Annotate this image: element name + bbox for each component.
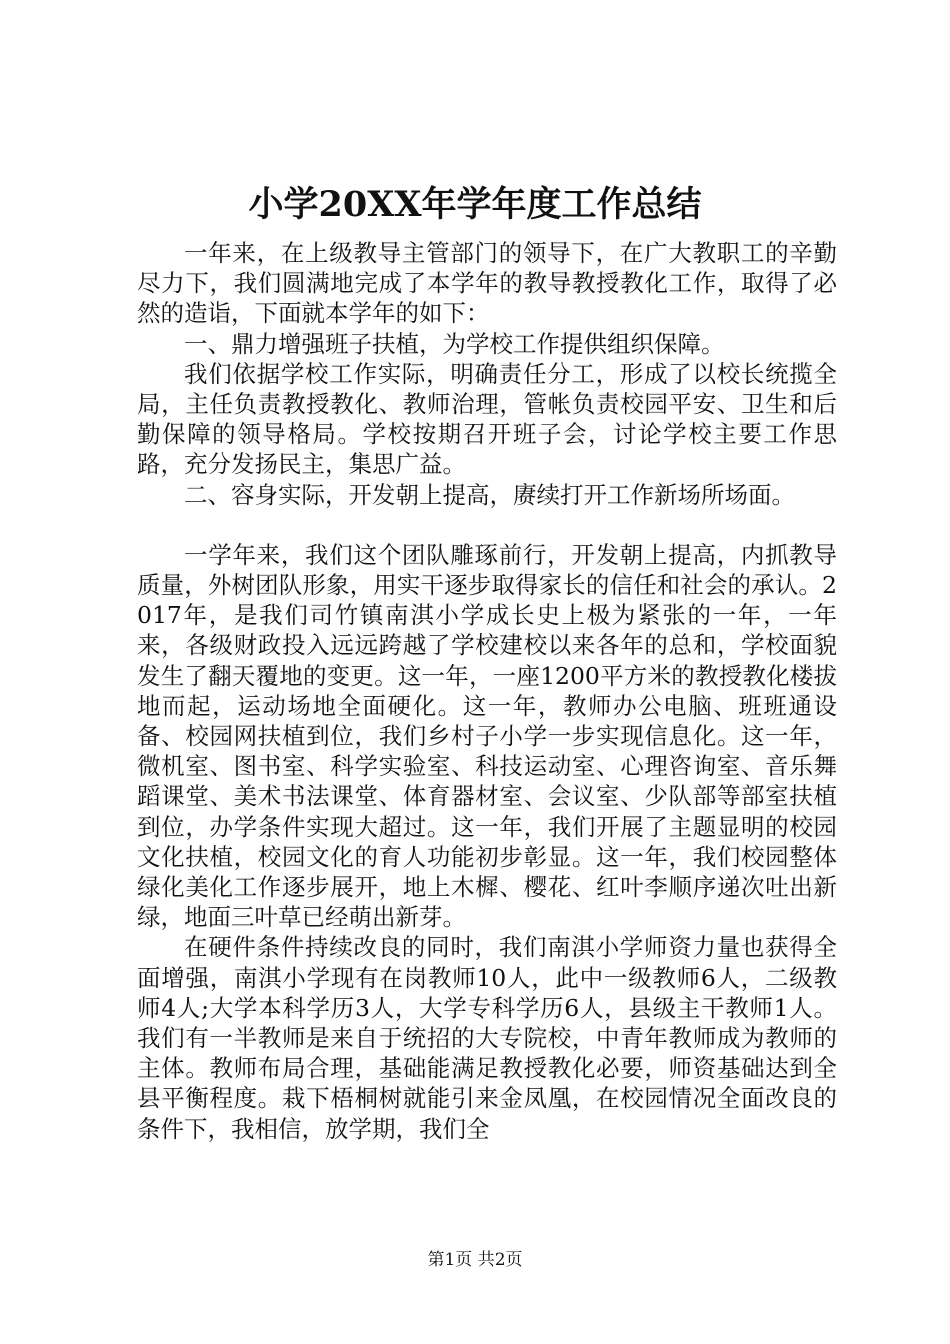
page-footer bbox=[0, 1245, 950, 1270]
page-indicator: 第1页 共2页 bbox=[427, 1250, 523, 1270]
paragraph-intro: 一年来，在上级教导主管部门的领导下，在广大教职工的辛勤尽力下，我们圆满地完成了本学年的教导教授教化工作，取得了必然的造诣，下面就本学年的如下： bbox=[137, 239, 837, 328]
document-title: 小学20XX年学年度工作总结 bbox=[248, 184, 702, 225]
paragraph-teachers: 在硬件条件持续改良的同时，我们南淇小学师资力量也获得全面增强，南淇小学现有在岗教师10人，此中一级教师6人，二级教师4人;大学本科学历3人，大学专科学历6人，县级主干教师1人。我们有一半教师是来自于统招的大专院校，中青年教师成为教师的主体。教师布局合理，基础能满足教授教化必要，师资基础达到全县平衡程度。栽下梧桐树就能引来金凤凰，在校园情况全面改良的条件下，我相信，放学期，我们全 bbox=[137, 933, 837, 1143]
paragraph-achievements: 一学年来，我们这个团队雕琢前行，开发朝上提高，内抓教导质量，外树团队形象，用实干逐步取得家长的信任和社会的承认。2017年，是我们司竹镇南淇小学成长史上极为紧张的一年，一年来，各级财政投入远远跨越了学校建校以来各年的总和，学校面貌发生了翻天覆地的变更。这一年，一座1200平方米的教授教化楼拔地而起，运动场地全面硬化。这一年，教师办公电脑、班班通设备、校园网扶植到位，我们乡村子小学一步实现信息化。这一年，微机室、图书室、科学实验室、科技运动室、心理咨询室、音乐舞蹈课堂、美术书法课堂、体育器材室、会议室、少队部等部室扶植到位，办学条件实现大超过。这一年，我们开展了主题显明的校园文化扶植，校园文化的育人功能初步彰显。这一年，我们校园整体绿化美化工作逐步展开，地上木樨、樱花、红叶李顺序递次吐出新绿，地面三叶草已经萌出新芽。 bbox=[137, 540, 837, 932]
section-heading-2: 二、容身实际，开发朝上提高，赓续打开工作新场所场面。 bbox=[184, 480, 795, 509]
section-heading-1: 一、鼎力增强班子扶植，为学校工作提供组织保障。 bbox=[184, 329, 725, 358]
paragraph-spacer bbox=[137, 510, 837, 540]
paragraph-leadership: 我们依据学校工作实际，明确责任分工，形成了以校长统揽全局，主任负责教授教化、教师治理，管帐负责校园平安、卫生和后勤保障的领导格局。学校按期召开班子会，讨论学校主要工作思路，充分发扬民主，集思广益。 bbox=[137, 359, 837, 479]
document-body bbox=[137, 238, 837, 1144]
